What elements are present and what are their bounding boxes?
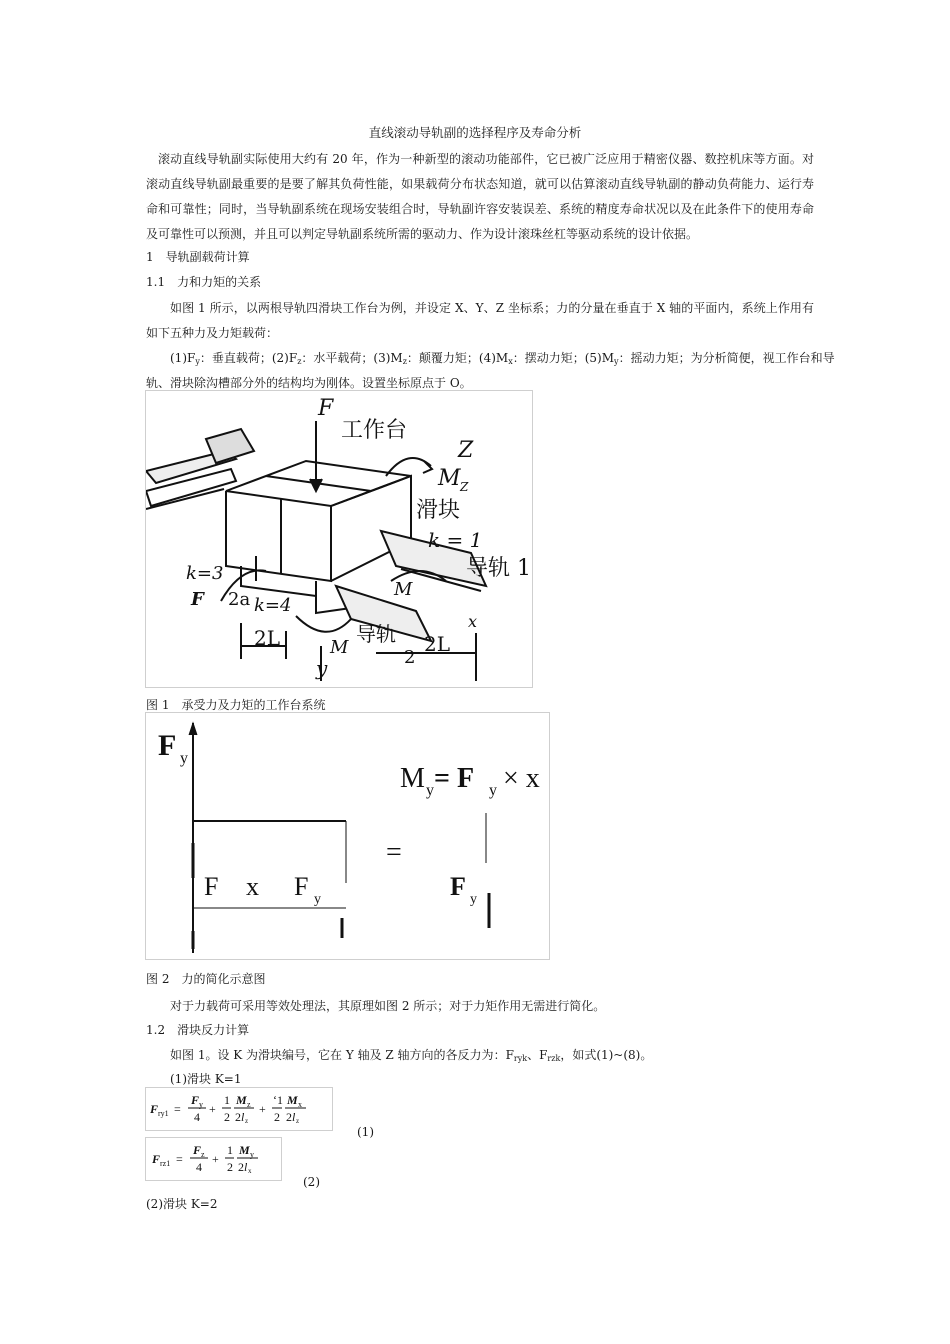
fig1-label-mx: M <box>394 579 413 600</box>
paragraph-reaction: 如图 1。设 K 为滑块编号，它在 Y 轴及 Z 轴方向的各反力为：$F_{ryk}$、$F_{rzk}$，如式(1)~(8)。 <box>170 1048 653 1063</box>
fig1-label-force: F <box>318 396 334 421</box>
fig1-label-rail2: 导轨 <box>356 622 396 646</box>
svg-text:=: = <box>176 1152 183 1166</box>
fig1-label-2lx: 2L <box>254 626 281 650</box>
svg-text:l: l <box>241 1110 245 1124</box>
svg-text:=: = <box>174 1102 181 1116</box>
figure-2-drawing <box>146 713 549 959</box>
svg-text:2: 2 <box>235 1110 241 1124</box>
fig2-my-left: M <box>400 763 425 794</box>
item-slider-k1: (1)滑块 K=1 <box>170 1072 242 1086</box>
figure-2 <box>145 712 550 960</box>
section-1-heading: 1 导轨副载荷计算 <box>146 250 250 264</box>
svg-text:1: 1 <box>224 1093 230 1107</box>
section-1-2-heading: 1.2 滑块反力计算 <box>146 1023 250 1037</box>
equation-1-drawing <box>146 1088 332 1130</box>
fig2-right-f: F <box>450 872 466 901</box>
svg-text:4: 4 <box>194 1110 200 1124</box>
fig2-bottom-fy-sub: y <box>314 892 321 907</box>
svg-text:+: + <box>212 1152 219 1166</box>
svg-text:z: z <box>296 1117 300 1125</box>
fig2-eq-tail: × x <box>503 763 540 794</box>
paragraph-load-list: $(1)F_y$：垂直载荷；$(2)F_z$：水平载荷；$(3)M_z$：颠覆力矩；$(4)M_x$：摆动力矩；$(5)M_y$：摇动力矩；为分析简便，视工作台和导 <box>170 351 835 366</box>
svg-text:F: F <box>152 1152 161 1166</box>
fig1-label-mz: M <box>438 466 461 491</box>
paragraph-equivalent: 对于力载荷可采用等效处理法，其原理如图 2 所示；对于力矩作用无需进行简化。 <box>170 999 606 1013</box>
svg-text:y: y <box>250 1150 254 1159</box>
svg-text:+: + <box>209 1102 216 1116</box>
svg-text:+: + <box>259 1102 266 1116</box>
fig1-label-x: x <box>468 612 478 631</box>
figure-1-drawing <box>146 391 532 687</box>
fig1-label-2ax: 2a <box>228 589 251 610</box>
svg-text:F: F <box>150 1102 159 1116</box>
svg-text:2: 2 <box>238 1160 244 1174</box>
figure-1 <box>145 390 533 688</box>
svg-text:F: F <box>193 1143 202 1157</box>
paragraph-fig1-intro: 如图 1 所示，以两根导轨四滑块工作台为例，并设定 X、Y、Z 坐标系；力的分量在垂直于 X 轴的平面内，系统上作用有如下五种力及力矩载荷： <box>146 301 814 340</box>
fig2-bottom-f: F <box>204 872 219 901</box>
svg-text:z: z <box>245 1117 249 1125</box>
svg-text:4: 4 <box>196 1160 202 1174</box>
svg-text:M: M <box>239 1143 250 1157</box>
page-title: 直线滚动导轨副的选择程序及寿命分析 <box>368 125 582 140</box>
svg-text:1: 1 <box>227 1143 233 1157</box>
svg-text:l: l <box>244 1160 248 1174</box>
fig1-label-k1: k = 1 <box>428 528 483 552</box>
fig1-label-z: Z <box>458 438 474 463</box>
svg-text:l: l <box>292 1110 296 1124</box>
item-slider-k2: (2)滑块 K=2 <box>146 1197 218 1211</box>
fig2-eq-sub: y <box>489 782 497 799</box>
equation-2-drawing <box>146 1138 281 1180</box>
fig1-label-k4: k=4 <box>254 595 292 616</box>
svg-text:ry1: ry1 <box>158 1109 169 1118</box>
paragraph-load-list-tail: 轨、滑块除沟槽部分外的结构均为刚体。设置坐标原点于 O。 <box>146 376 472 390</box>
fig1-label-2lz: 2L <box>424 632 451 656</box>
figure-1-caption: 图 1 承受力及力矩的工作台系统 <box>146 698 326 712</box>
fig1-label-slider: 滑块 <box>416 498 461 523</box>
fig1-label-rail1: 导轨 1 <box>466 556 531 581</box>
fig1-label-table: 工作台 <box>341 418 408 443</box>
svg-text:z: z <box>247 1100 251 1109</box>
fig2-fy-top-sub: y <box>180 750 188 767</box>
svg-text:M: M <box>287 1093 298 1107</box>
equation-2 <box>145 1137 282 1181</box>
figure-2-caption: 图 2 力的简化示意图 <box>146 972 266 986</box>
equation-1-number: (1) <box>357 1125 374 1139</box>
svg-text:z: z <box>201 1150 205 1159</box>
svg-text:x: x <box>248 1167 252 1175</box>
fig1-label-my: M <box>330 637 349 658</box>
fig1-label-fz: F <box>191 589 204 610</box>
fig2-my-sub: y <box>426 782 434 799</box>
svg-text:2: 2 <box>274 1110 280 1124</box>
svg-text:2: 2 <box>224 1110 230 1124</box>
fig2-eq-mid: = F <box>434 763 475 794</box>
svg-text:2: 2 <box>227 1160 233 1174</box>
svg-text:‘1: ‘1 <box>273 1093 283 1107</box>
fig2-bottom-fy: F <box>294 872 309 901</box>
svg-text:y: y <box>199 1100 203 1109</box>
section-1-1-heading: 1.1 力和力矩的关系 <box>146 275 262 289</box>
svg-text:F: F <box>191 1093 200 1107</box>
fig2-bottom-x: x <box>246 872 259 901</box>
fig1-label-y: y <box>316 656 328 680</box>
equation-2-number: (2) <box>303 1175 320 1189</box>
intro-paragraph: 滚动直线导轨副实际使用大约有 20 年，作为一种新型的滚动功能部件，它已被广泛应用于精密仪器、数控机床等方面。对滚动直线导轨副最重要的是要了解其负荷性能，如果载荷分布状态知道，就可以估算滚动直线导轨副的静动负荷能力、运行寿命和可靠性；同时，当导轨副系统在现场安装组合时，导轨副许容安装误差、系统的精度寿命状况以及在此条件下的使用寿命及可靠性可以预测，并且可以判定导轨副系统所需的驱动力、作为设计滚珠丝杠等驱动系统的设计依据。 <box>146 152 814 241</box>
fig1-label-2: 2 <box>404 647 416 668</box>
fig2-equals: = <box>386 837 402 868</box>
fig1-label-k3: k=3 <box>186 563 224 584</box>
equation-1 <box>145 1087 333 1131</box>
fig2-fy-top: F <box>158 729 177 762</box>
fig1-label-mz-sub: Z <box>460 480 469 494</box>
svg-text:2: 2 <box>286 1110 292 1124</box>
svg-text:rz1: rz1 <box>160 1159 171 1168</box>
svg-text:x: x <box>298 1100 302 1109</box>
svg-text:M: M <box>236 1093 247 1107</box>
fig2-right-sub: y <box>470 892 477 907</box>
